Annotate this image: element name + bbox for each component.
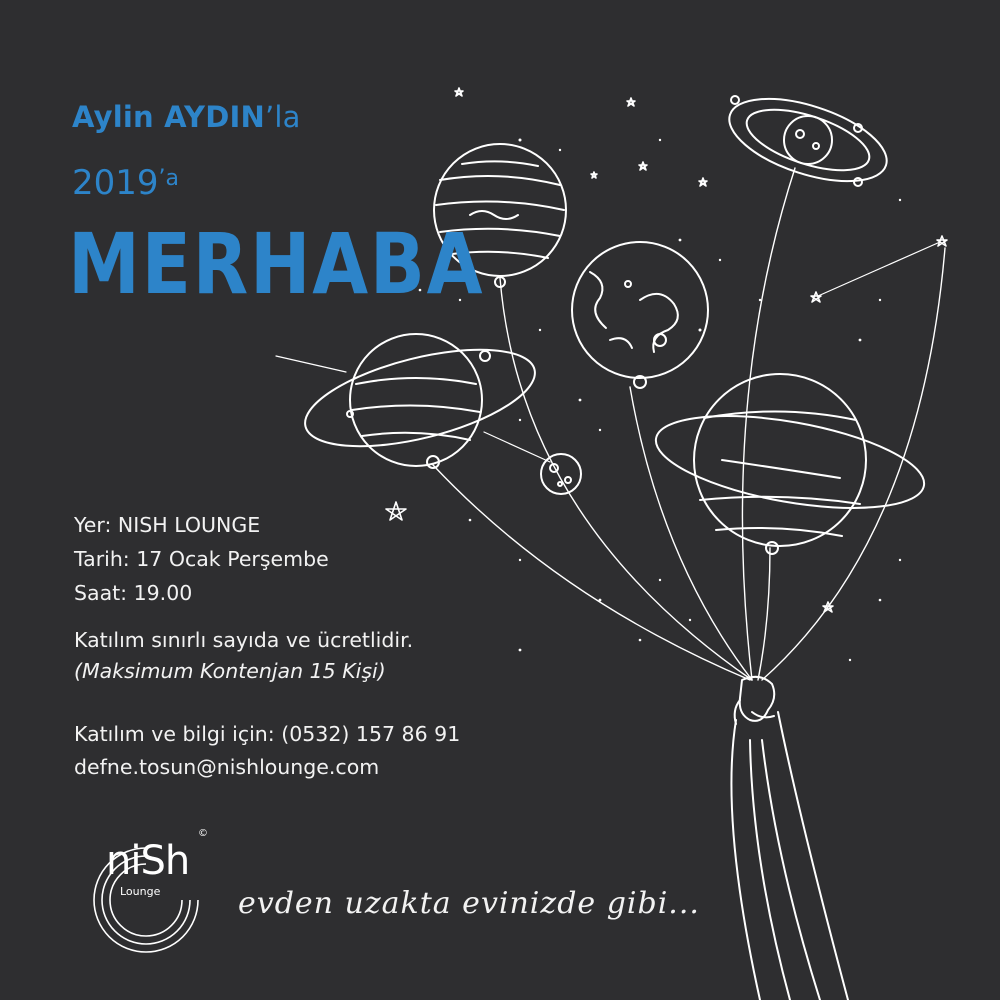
participation-note: Katılım sınırlı sayıda ve ücretlidir. — [74, 628, 414, 652]
date-text: Tarih: 17 Ocak Perşembe — [74, 547, 329, 571]
time-text: Saat: 19.00 — [74, 581, 193, 605]
venue-text: Yer: NISH LOUNGE — [74, 513, 261, 537]
logo-name: niSh — [106, 838, 190, 884]
small-moon — [541, 454, 581, 494]
orbit-planet — [720, 82, 897, 197]
large-ringed-planet — [649, 374, 931, 554]
contact-phone: Katılım ve bilgi için: (0532) 157 86 91 — [74, 722, 461, 746]
host-name: Aylin AYDIN — [72, 100, 265, 134]
saturn-planet — [296, 331, 544, 468]
year-heading — [72, 163, 179, 203]
capacity-note: (Maksimum Kontenjan 15 Kişi) — [74, 659, 386, 683]
balloon-strings — [433, 168, 945, 680]
main-title: MERHABA — [68, 215, 485, 313]
mars-planet — [572, 242, 708, 388]
host-suffix: ’la — [264, 100, 301, 134]
contact-email: defne.tosun@nishlounge.com — [74, 755, 380, 779]
logo-subtitle: Lounge — [120, 885, 161, 898]
host-heading — [72, 100, 301, 134]
year-suffix: ’a — [158, 166, 180, 191]
nish-lounge-logo — [80, 828, 220, 968]
tagline: evden uzakta evinizde gibi... — [238, 886, 700, 921]
hand-holding-strings — [731, 677, 848, 1000]
copyright-mark: © — [198, 828, 208, 839]
star-dust — [419, 139, 902, 662]
year-text: 2019 — [72, 163, 159, 203]
